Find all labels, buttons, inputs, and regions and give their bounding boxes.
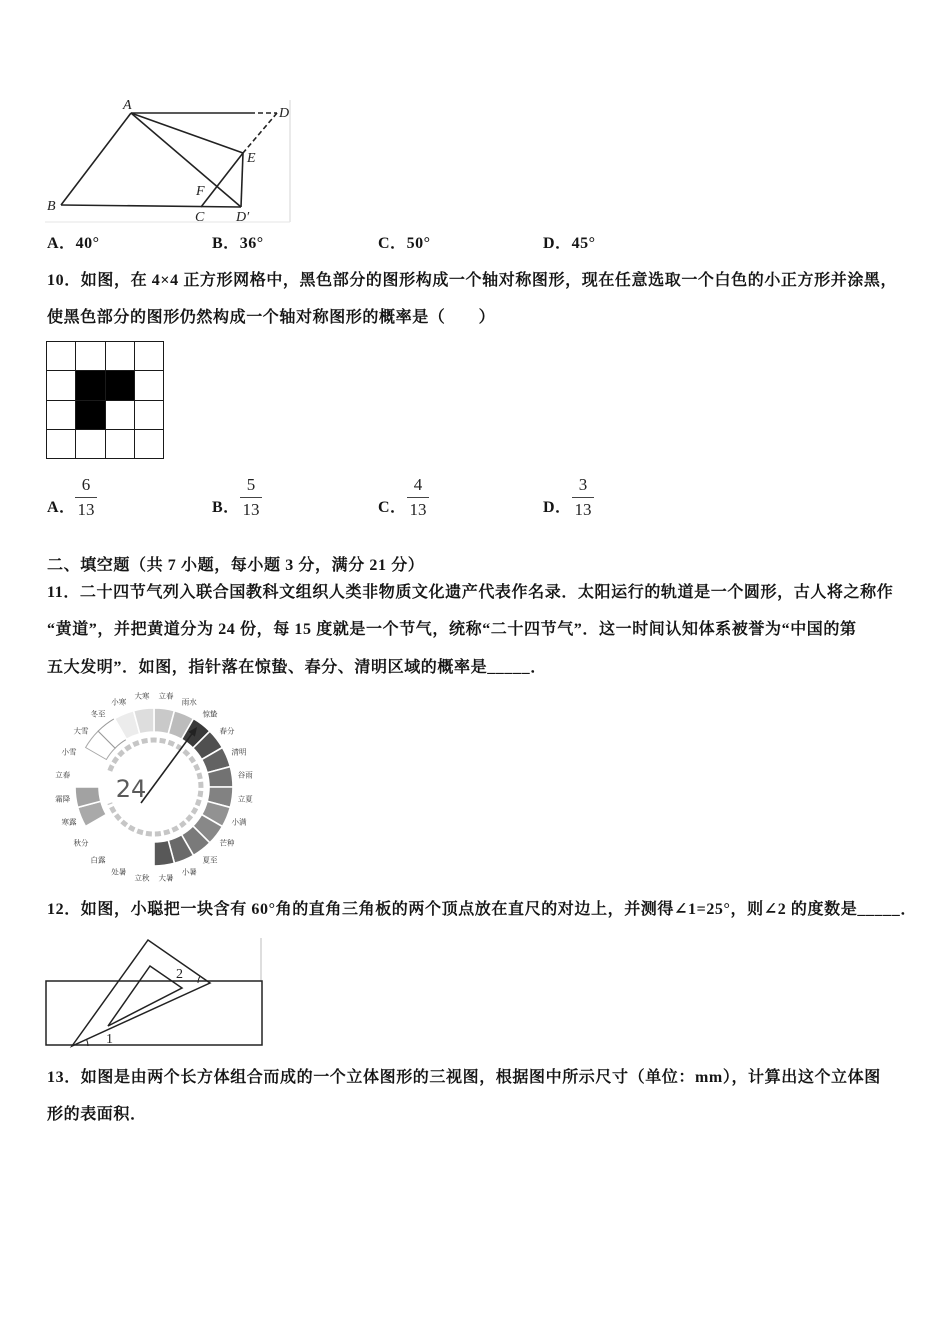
q11-question-line: 11．二十四节气列入联合国教科文组织人类非物质文化遗产代表作名录．太阳运行的轨道是一个圆形，古人将之称作 [47,584,894,601]
grid-cell-white [47,401,76,430]
grid-cell-white [76,342,105,371]
segment-ce [201,153,243,207]
point-label-f: F [196,184,205,199]
grid-cell-black [76,371,105,400]
wheel-sectors [75,708,233,866]
q10-option-b-fraction [237,476,265,519]
grid-cell-black [76,401,105,430]
fraction-numerator: 6 [81,475,91,494]
segment-ab [61,113,131,205]
q10-option-c-fraction [404,476,432,519]
segment-bd-prime [61,205,241,207]
solar-terms-wheel [45,688,260,888]
point-label-a: A [123,98,132,113]
q10-option-c-letter: C． [378,499,407,516]
solar-term-label: 秋分 [73,838,89,848]
q9-option-b [212,235,264,253]
solar-term-label: 夏至 [202,855,218,865]
solar-term-label: 立秋 [134,873,150,883]
solar-term-label: 小雪 [61,747,77,757]
q11-question-line: “黄道”，并把黄道分为 24 份，每 15 度就是一个节气，统称“二十四节气”．这一时间认知体系被誉为“中国的第 [47,621,857,638]
point-label-e: E [247,151,256,166]
grid-cell-white [135,401,164,430]
fraction-bar [572,497,594,498]
point-label-c: C [195,210,205,225]
fraction-numerator: 3 [578,475,588,494]
angle-2-label: 2 [176,967,183,982]
option-letter: D． [543,235,572,252]
q10-option-a-letter: A． [47,499,76,516]
solar-term-label: 大雪 [73,726,89,736]
fraction-bar [240,497,262,498]
solar-term-label: 惊蛰 [202,709,218,719]
point-label-d-prime: D′ [236,210,250,225]
solar-term-label: 小暑 [181,867,197,877]
fraction-denominator: 13 [77,500,95,519]
grid-cell-white [47,430,76,459]
solar-term-label: 大暑 [158,873,174,883]
solar-term-label: 小寒 [111,697,127,707]
q13-question-line: 13．如图是由两个长方体组合而成的一个立体图形的三视图，根据图中所示尺寸（单位：mm），计算出这个立体图 [47,1069,881,1086]
solar-term-label: 雨水 [181,697,197,707]
grid-cell-white [135,371,164,400]
option-text: 50° [406,235,431,252]
segment-ed-prime [241,153,243,207]
solar-term-label: 小满 [231,817,247,827]
grid-cell-white [106,430,135,459]
solar-term-label: 谷雨 [237,770,253,780]
q9-option-a [47,235,99,253]
fraction-denominator: 13 [242,500,260,519]
fraction-bar [407,497,429,498]
fraction-numerator: 4 [413,475,423,494]
solar-term-label: 清明 [231,747,247,757]
segment-ae [131,113,243,153]
wheel-center-number: 24 [115,775,147,803]
solar-term-label: 大寒 [134,691,150,701]
q12-question-line: 12．如图，小聪把一块含有 60°角的直角三角板的两个顶点放在直尺的对边上，并测得∠1=25°，则∠2 的度数是_____． [47,901,917,918]
ruler-triangle-figure [40,932,270,1052]
triangle-outer [72,940,210,1046]
solar-term-label: 寒露 [61,817,77,827]
pointer-arrow-shaft [141,734,192,803]
option-text: 40° [75,235,100,252]
grid-cell-black [106,371,135,400]
solar-term-label: 芒种 [219,838,235,848]
fraction-denominator: 13 [409,500,427,519]
ruler [46,981,262,1045]
q10-option-b-letter: B． [212,499,240,516]
q10-question-line: 10．如图，在 4×4 正方形网格中，黑色部分的图形构成一个轴对称图形，现在任意选取一个白色的小正方形并涂黑， [47,272,898,289]
q10-square-grid [46,341,164,459]
segment-de-dashed [243,113,277,153]
angle-1-label: 1 [106,1032,113,1047]
solar-term-label: 立夏 [237,794,253,804]
grid-cell-white [106,401,135,430]
solar-term-label: 白露 [90,855,106,865]
solar-term-label: 霜降 [55,794,71,804]
grid-cell-white [135,342,164,371]
option-text: 36° [239,235,264,252]
option-text: 45° [571,235,596,252]
q9-option-d [543,235,595,253]
q10-option-d-fraction [569,476,597,519]
grid-cell-white [76,430,105,459]
grid-cell-white [106,342,135,371]
option-letter: B． [212,235,240,252]
solar-term-label: 立春 [158,691,174,701]
solar-term-label: 处暑 [111,867,127,877]
point-label-d: D [279,106,290,121]
q9-geometry-figure [40,95,295,225]
point-label-b: B [47,199,56,214]
grid-cell-white [47,342,76,371]
angle-2-arc [198,976,200,983]
option-letter: A． [47,235,76,252]
grid-cell-white [47,371,76,400]
fraction-bar [75,497,97,498]
fraction-denominator: 13 [574,500,592,519]
option-letter: C． [378,235,407,252]
q11-question-line: 五大发明”．如图，指针落在惊蛰、春分、清明区域的概率是_____． [47,659,547,676]
solar-term-label: 春分 [219,726,235,736]
solar-term-label: 立春 [55,770,71,780]
q10-option-a-fraction [72,476,100,519]
q9-option-c [378,235,430,253]
section-title: 二、填空题（共 7 小题，每小题 3 分，满分 21 分） [47,557,425,574]
segment-ad-prime [131,113,241,207]
grid-cell-white [135,430,164,459]
q13-question-line: 形的表面积． [47,1106,147,1123]
q10-option-d-letter: D． [543,499,572,516]
solar-term-label: 冬至 [90,709,106,719]
q10-question-line: 使黑色部分的图形仍然构成一个轴对称图形的概率是（ ） [47,309,496,326]
fraction-numerator: 5 [246,475,256,494]
triangle-inner [108,966,182,1026]
